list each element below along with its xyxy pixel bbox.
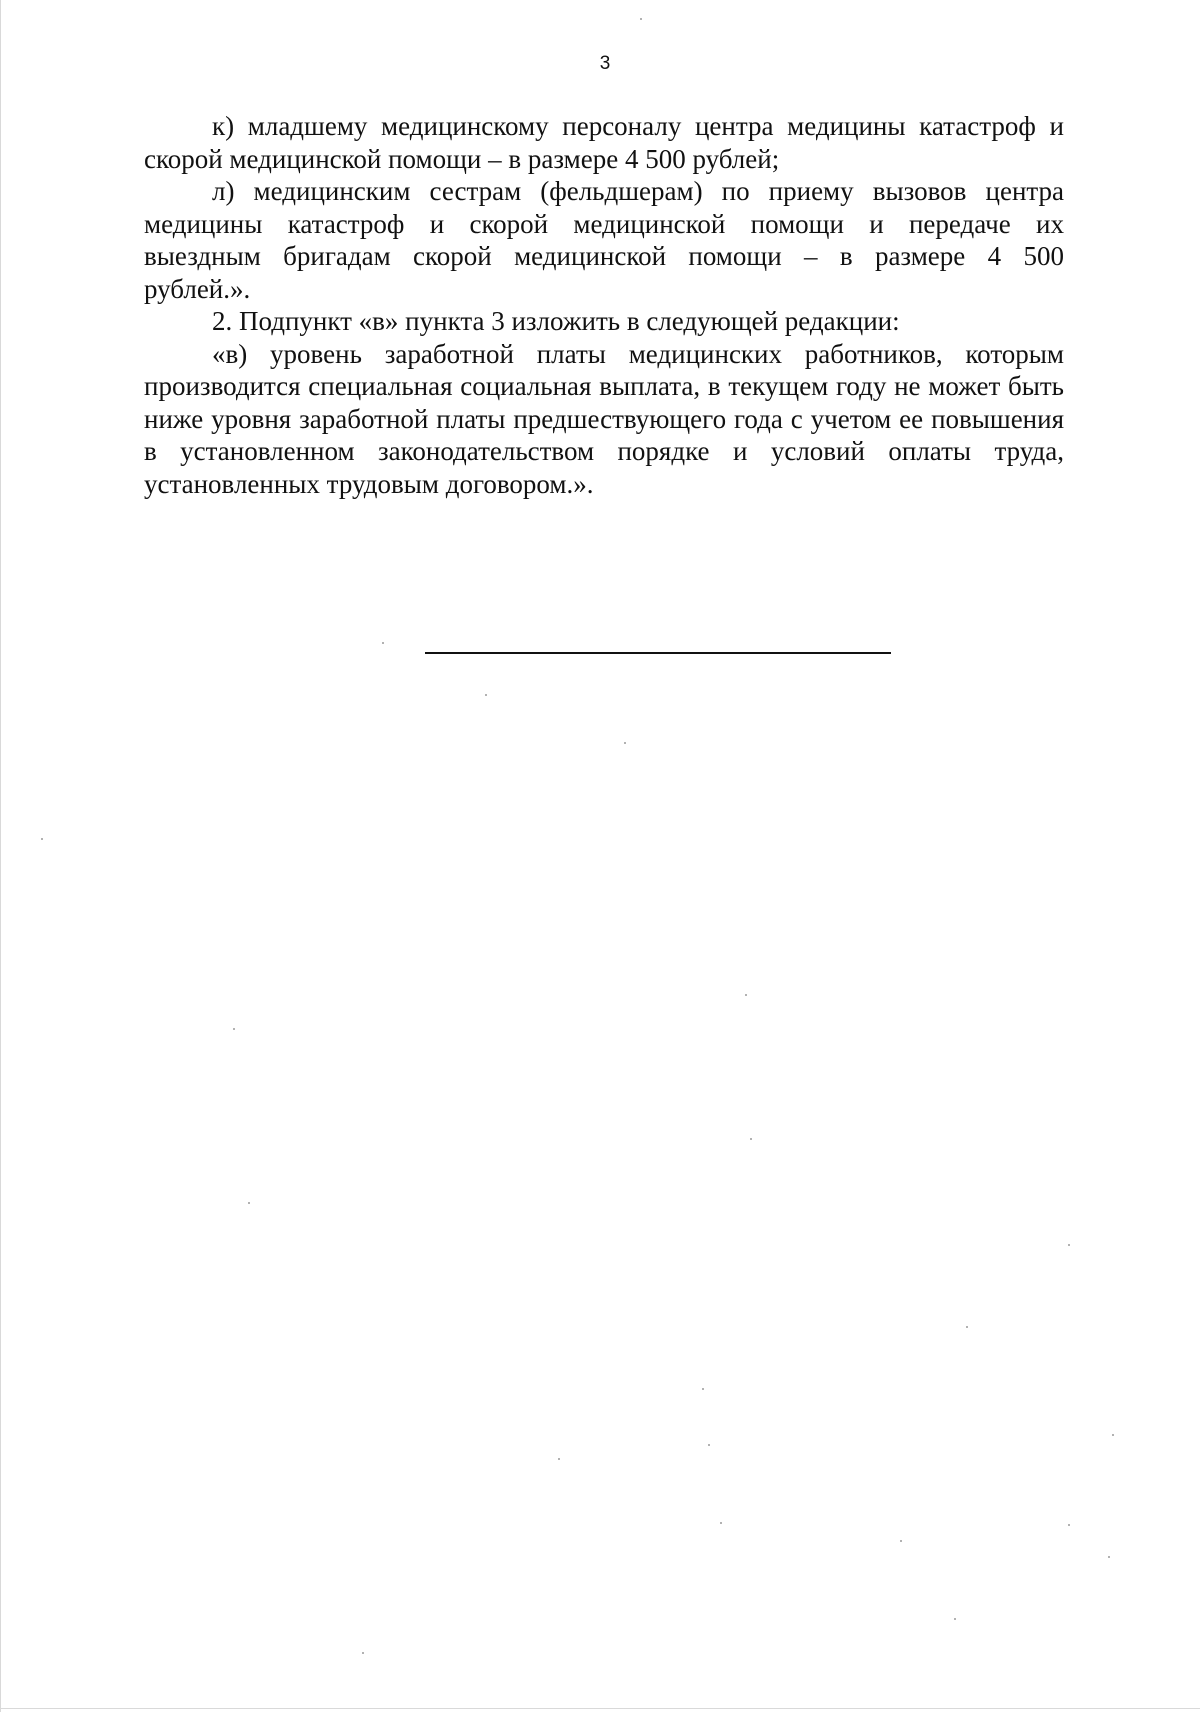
paragraph-item-2: 2. Подпункт «в» пункта 3 изложить в следующей редакции:	[212, 306, 900, 336]
scan-speck	[708, 1444, 710, 1446]
document-body	[144, 110, 1064, 500]
scan-speck	[362, 1652, 364, 1654]
scan-speck	[624, 742, 626, 744]
scan-speck	[485, 694, 487, 696]
scan-speck	[41, 838, 43, 840]
scan-speck	[382, 642, 384, 644]
scan-speck	[966, 1326, 968, 1328]
scan-speck	[233, 1028, 235, 1030]
scan-speck	[558, 1458, 560, 1460]
paragraph-l: л) медицинским сестрам (фельдшерам) по приему вызовов центра медицины катастроф и скорой медицинской помощи и передаче их выездным бригадам скорой медицинской помощи – в размере 4 500 рублей.».	[144, 176, 1064, 304]
scan-speck	[702, 1388, 704, 1390]
page-number: 3	[599, 53, 611, 74]
scan-speck	[954, 1618, 956, 1620]
scan-edge-bottom	[0, 1708, 1200, 1709]
scan-speck	[745, 994, 747, 996]
scan-speck	[900, 1540, 902, 1542]
scan-speck	[1112, 1434, 1114, 1436]
scan-speck	[750, 1138, 752, 1140]
scan-speck	[640, 18, 642, 20]
scan-speck	[1068, 1244, 1070, 1246]
scan-speck	[1068, 1524, 1070, 1526]
scan-speck	[248, 1202, 250, 1204]
scan-edge-left	[0, 0, 1, 1712]
paragraph-k: к) младшему медицинскому персоналу центра медицины катастроф и скорой медицинской помощи – в размере 4 500 рублей;	[144, 111, 1064, 174]
scan-speck	[720, 1522, 722, 1524]
paragraph-v: «в) уровень заработной платы медицинских работников, которым производится специальная социальная выплата, в текущем году не может быть ниже уровня заработной платы предшествующего года с учетом ее повышения в установленном законодательством порядке и условий оплаты труда, установленных трудовым договором.».	[144, 338, 1064, 499]
closing-rule	[425, 652, 891, 654]
scan-speck	[1108, 1556, 1110, 1558]
